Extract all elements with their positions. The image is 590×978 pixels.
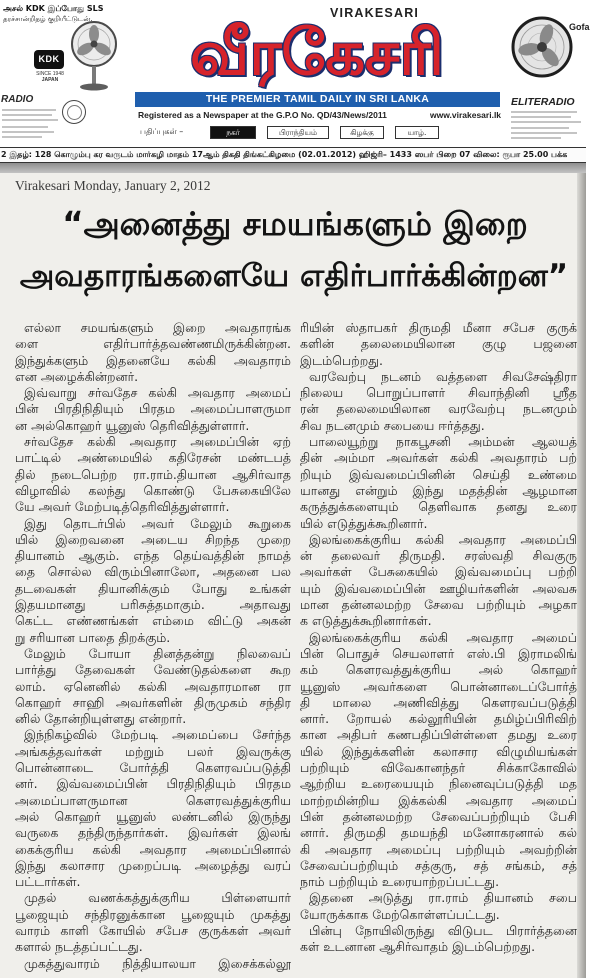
article-line: விழாவில் கலந்து கொண்டு பேசுகையிலே	[15, 482, 291, 498]
article-line: பின் பொதுச் செயலாளர் எஸ்.பி இராமலிங்	[300, 645, 577, 661]
kdk-logo	[34, 50, 64, 69]
ad-fine-print	[2, 119, 58, 121]
ad-headline: அசல் KDK இப்போது SLS	[3, 4, 104, 13]
article-line: யூனுஸ் அவர்களை பொன்னாடைப்போர்த்	[300, 678, 577, 694]
article-line: பின்பு நோயிலிருந்து விடுபட பிரார்த்தனை	[309, 922, 577, 938]
article-paragraph	[300, 630, 577, 891]
article-line: ரியின் ஸ்தாபகர் திருமதி மீனா சபேச குருக்	[300, 320, 577, 335]
headline-line: “அனைத்து சமயங்களும் இறை	[62, 205, 528, 243]
article-line: இது தொடர்பில் அவர் மேலும் கூறுகை	[24, 515, 291, 531]
article-paragraph	[15, 320, 291, 385]
article-line: யில் எடுத்துக்கூறினார்.	[300, 515, 428, 531]
article-line: வருகை தந்திருந்தார்கள். இவர்கள் இலங்	[15, 825, 291, 841]
article-paragraph	[300, 434, 577, 532]
article-line: னார். றோயல் கல்லூரியின் தமிழ்ப்பிரிவிற்	[300, 711, 577, 727]
article-line: கருத்துக்களையும் தெளிவாக தனது உரை	[300, 499, 577, 515]
article-line: நிலைய பொறுப்பாளர் சிவாந்தினி ஸ்ரீத	[300, 385, 577, 401]
article-line: முதல் வணக்கத்துக்குரிய பிள்ளையார்	[24, 890, 291, 906]
article-line: அவர்கள் பேசுகையில் இவ்வமைப்பு பற்றி	[300, 564, 577, 580]
masthead-name-english: VIRAKESARI	[330, 6, 420, 20]
ad-fine-print	[2, 126, 48, 128]
article-line: பின் பிரதிநிதியும் பிரதம அமைப்பாளருமா	[15, 401, 291, 417]
article-line: மேலும் போயா தினத்தன்று நிலவைப்	[24, 645, 291, 661]
article-line: வாரம் காளி கோயில் சபேச குருக்கள் அவர்	[15, 922, 291, 938]
certification-seal-icon	[62, 100, 86, 124]
article-line: னார். திருமதி தமயந்தி மனோகரனால் கல்	[300, 825, 577, 841]
article-line: பாட்டில் அண்மையில் கதிரேசன் மண்டபத்	[15, 450, 291, 466]
article-line: இந்துக்களும் இதனையே கல்கி அவதாரம்	[15, 352, 291, 368]
masthead-tagline: THE PREMIER TAMIL DAILY IN SRI LANKA	[135, 92, 500, 107]
article-line: பற்றியும் விவேகானந்தர் சிக்காகோவில்	[300, 760, 577, 776]
editions-label: பதிப்புகள் –	[140, 127, 184, 136]
article-column-right	[300, 320, 577, 976]
article-line: கைக்குரிய கல்கி அவதார அமைப்பினால்	[15, 841, 291, 857]
article-line: கான அதிபர் கணபதிப்பிள்ள்ளை தமது உரை	[300, 727, 577, 743]
eliteradio-advertisement	[505, 0, 590, 146]
article-line: அங்கத்தவர்கள் மற்றும் பலர் இவருக்கு	[15, 743, 291, 759]
article-line: தடவைகள் தியானிக்கும் போது உங்கள்	[15, 580, 291, 596]
article-line: இதனை அடுத்து ரா.ராம் தியானம் சபை	[309, 890, 577, 906]
article-line: யில் இறைவனை அடைய சிறந்த முறை	[15, 531, 291, 547]
article-line: பட்டார்கள்.	[15, 874, 81, 890]
article-paragraph	[300, 923, 577, 956]
article-paragraph	[15, 727, 291, 890]
article-line: தி மாலை அணிவித்து கௌரவப்படுத்தி	[300, 694, 577, 710]
scan-edge-shadow	[577, 173, 586, 978]
article-paragraph	[15, 516, 291, 646]
article-paragraph	[300, 890, 577, 923]
fan-icon	[68, 20, 120, 92]
article-line: யும் இவ்வமைப்பின் ஊழியர்களின் அலவசு	[300, 580, 577, 596]
article-paragraph	[15, 434, 291, 515]
article-line: கொஹர் சாஹி அவர்களின் திருமுகம் சந்திர	[15, 694, 291, 710]
article-line: அல் கொஹர் யூனுஸ் லண்டனில் இருந்து	[15, 808, 291, 824]
article-line: இவ்வாறு சர்வதேச கல்கி அவதார அமைப்	[24, 385, 291, 401]
ad-fine-print	[511, 132, 577, 134]
article-line: வரவேற்பு நடனம் வத்தளை சிவசேஷ்திரா	[309, 368, 577, 384]
kdk-advertisement	[0, 0, 122, 146]
article-line: யானது என்றும் இந்து மதத்தின் ஆழமான	[300, 482, 577, 498]
article-line: இலங்கைக்குரிய கல்கி அவதார அமைப்பி	[309, 531, 577, 547]
ad-fine-print	[2, 136, 42, 138]
edition-tab: யாழ்.	[395, 126, 439, 139]
ad-fine-print	[2, 131, 54, 133]
article-paragraph	[300, 320, 577, 369]
headline-line: அவதாரங்களையே எதிர்பார்க்கின்றன”	[19, 258, 569, 294]
article-line: முகத்துவாரம் நித்தியாலயா இசைக்கல்லூ	[24, 955, 291, 971]
article-line: சேவைப்பற்றியும் சத்குரு, சத் சங்கம், சத்	[300, 857, 577, 873]
article-line: னில் தோன்றியுள்ளது என்றார்.	[15, 711, 187, 727]
article-line: நாம் பற்றியும் உரையாற்றப்பட்டது.	[300, 874, 500, 890]
article-line: தின் அம்மா அவர்கள் கல்கி அவதாரம் பற்	[300, 450, 577, 466]
article-line: பாலையூற்று நாகபூசனி அம்மன் ஆலயத்	[309, 434, 577, 450]
article-line: லாம். ஏனெனில் கல்கி அவதாரமான ரா	[15, 678, 291, 694]
article-line: இதயமானது பரிசுத்தமாகும். அதாவது	[15, 597, 291, 613]
article-paragraph	[15, 956, 291, 972]
article-line: சிவ நடனமும் சபையை ஈர்த்தது.	[300, 417, 485, 433]
edition-tab: நகர்	[210, 126, 256, 139]
article-column-left	[15, 320, 291, 976]
article-line: தியானம் ஆகும். எந்த தெய்வத்தின் நாமத்	[15, 548, 291, 564]
ad-subline: தரச்சான்றிதழ் குறியீட்டுடன்.	[3, 15, 93, 23]
edition-tab: பிராந்தியம்	[267, 126, 329, 139]
article-line: இலங்கைக்குரிய கல்கி அவதார அமைப்	[309, 629, 577, 645]
article-line: கி அவதார அமைப்பு பற்றியும் அவற்றின்	[300, 841, 577, 857]
article-paragraph	[15, 646, 291, 727]
ad-corner-text: Gofa	[569, 22, 590, 32]
article-line: கம் கௌரவத்துக்குரிய அல் கொஹர்	[300, 662, 577, 678]
dateline-strip: 2 இதழ்: 128 கொழும்பு கர வருடம் மார்கழி மாதம் 17ஆம் திகதி திங்கட்கிழமை (02.01.2012) ஹிஜ்ரி– 1433 ஸபர் பிறை 07 விலை: ரூபா 25.00 பக்க	[0, 147, 586, 163]
article-line: தை சொல்ல விரும்பினாலோ, அதனை பல	[15, 564, 291, 580]
article-line: களால் நடத்தப்பட்டது.	[15, 939, 143, 955]
ad-fine-print	[2, 109, 56, 111]
article-line: மான தன்னலமற்ற சேவை பற்றியும் அழகா	[300, 597, 577, 613]
ad-fine-print	[511, 137, 561, 139]
article-line: பூஜையும் சந்திரனுக்கான பூஜையும் முகத்து	[15, 906, 291, 922]
article-line: அமைப்பாளருமான கௌரவத்துக்குரிய	[15, 792, 291, 808]
article-line: மாற்றமின்றிய இக்கல்கி அவதார அமைப்	[300, 792, 577, 808]
article-line: ஆற்றிய உரையையும் நினைவுப்படுத்தி மத	[300, 776, 577, 792]
article-line: ரன் தலைமையிலான வரவேற்பு நடனமும்	[300, 401, 577, 417]
article-line: களின் தலைமையிலான குழு பஜனை	[300, 336, 577, 352]
article-line: ன அல்கொஹர் யூனுஸ் தெரிவித்துள்ளார்.	[15, 417, 250, 433]
article-line: பின் தன்னலமற்ற சேவைப்பற்றியும் பேசி	[300, 808, 577, 824]
ad-brand-name: ELITERADIO	[511, 96, 575, 108]
article-line: இடம்பெற்றது.	[300, 352, 384, 368]
article-line: எல்லா சமயங்களும் இறை அவதாரங்க	[24, 320, 291, 335]
kdk-country-text: JAPAN	[41, 77, 59, 83]
article-line: சர்வதேச கல்கி அவதார அமைப்பின் ஏற்	[24, 434, 291, 450]
masthead-logo-tamil: வீரகேசரி	[190, 16, 444, 89]
ad-fine-print	[511, 121, 581, 123]
registration-line: Registered as a Newspaper at the G.P.O No. QD/43/News/2011	[138, 110, 387, 120]
article-line: பொன்னாடை போர்த்தி கௌரவப்படுத்தி	[15, 760, 291, 776]
website-url: www.virakesari.lk	[430, 110, 502, 120]
article-line: றியும் இவ்வமைப்பினின் செய்தி உண்மை	[300, 466, 577, 482]
edition-tab: கிழக்கு	[340, 126, 384, 139]
article-line: ன் தலைவர் திருமதி. சரஸ்வதி சிவகுரு	[300, 548, 577, 564]
article-paragraph	[300, 532, 577, 630]
ad-fine-print	[2, 114, 52, 116]
article-line: ளை எதிர்பார்த்தவண்ணமிருக்கின்றன.	[15, 336, 291, 352]
article-line: தில் நடைபெற்ற ரா.ராம்.தியான ஆசிர்வாத	[15, 466, 291, 482]
article-line: யே அவர் மேற்படித்தெரிவித்துள்ளார்.	[15, 499, 230, 515]
fan-icon	[511, 16, 573, 80]
edition-tabs	[210, 126, 439, 140]
scan-border	[0, 163, 586, 173]
article-paragraph	[15, 890, 291, 955]
article-line: யோருக்காக மேற்கொள்ளப்பட்டது.	[300, 906, 500, 922]
ad-fine-print	[511, 111, 577, 113]
ad-fine-print	[511, 127, 569, 129]
article-line: இந்து கலாசார முறைப்படி அழைத்து வரப்	[15, 857, 291, 873]
article-line: கள் உடனான ஆசிர்வாதம் இடம்பெற்றது.	[300, 939, 536, 955]
article-line: னர். இவ்வமைப்பின் பிரதிநிதியும் பிரதம	[15, 776, 291, 792]
dealer-name: RADIO	[1, 94, 34, 105]
kdk-logo-text: KDK	[38, 54, 60, 64]
article-line: பார்த்து தேவைகள் வேண்டுதல்களை கூற	[15, 662, 291, 678]
kdk-since-text: SINCE 1948	[36, 71, 64, 77]
clipping-caption: Virakesari Monday, January 2, 2012	[15, 178, 211, 193]
article-line: று சரியான பாதை திறக்கும்.	[15, 629, 171, 645]
ad-fine-print	[511, 116, 571, 118]
article-paragraph	[15, 385, 291, 434]
article-paragraph	[300, 369, 577, 434]
article-line: யில் இந்துக்களின் கலாசார விழுமியங்கள்	[300, 743, 577, 759]
article-line: இந்நிகழ்வில் மேற்படி அமைப்பை சேர்ந்த	[24, 727, 291, 743]
article-line: என அழைக்கின்றனர்.	[15, 368, 139, 384]
article-line: கெட்ட எண்ணங்கள் எம்மை விட்டு அகன்	[15, 613, 291, 629]
article-line: க எடுத்துக்கூறினார்கள்.	[300, 613, 432, 629]
